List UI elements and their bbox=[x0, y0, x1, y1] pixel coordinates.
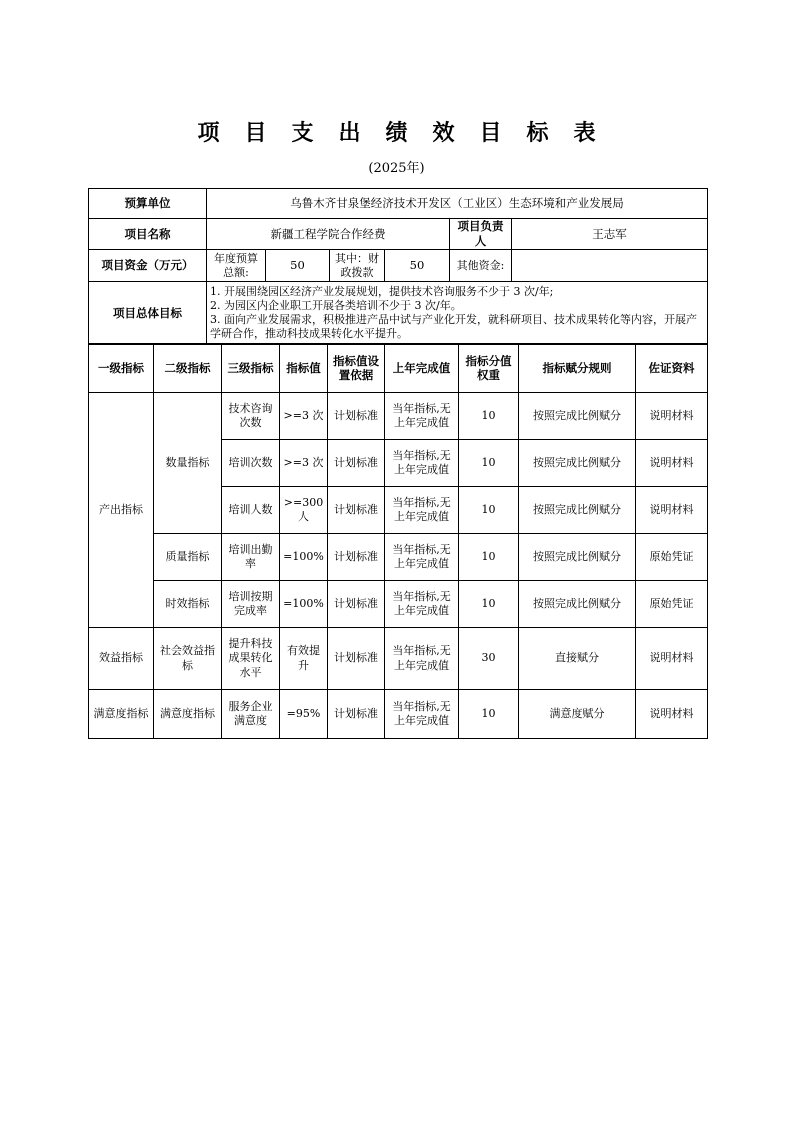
fiscal-funds-label: 其中：财政拨款 bbox=[330, 250, 385, 282]
project-name-value: 新疆工程学院合作经费 bbox=[207, 219, 450, 250]
value-cell: =100% bbox=[280, 581, 328, 628]
level3-cell: 提升科技成果转化水平 bbox=[222, 628, 280, 690]
value-cell: =95% bbox=[280, 690, 328, 739]
rule-cell: 直接赋分 bbox=[519, 628, 636, 690]
weight-cell: 10 bbox=[459, 487, 519, 534]
rule-cell: 按照完成比例赋分 bbox=[519, 487, 636, 534]
prev-value-cell: 当年指标,无上年完成值 bbox=[385, 440, 459, 487]
value-cell: >=300人 bbox=[280, 487, 328, 534]
budget-unit-label: 预算单位 bbox=[89, 189, 207, 219]
header-level1: 一级指标 bbox=[89, 344, 154, 393]
project-lead-value: 王志军 bbox=[512, 219, 708, 250]
rule-cell: 满意度赋分 bbox=[519, 690, 636, 739]
weight-cell: 10 bbox=[459, 440, 519, 487]
level3-cell: 服务企业满意度 bbox=[222, 690, 280, 739]
basis-cell: 计划标准 bbox=[328, 534, 385, 581]
basis-cell: 计划标准 bbox=[328, 581, 385, 628]
header-prev-value: 上年完成值 bbox=[385, 344, 459, 393]
value-cell: >=3 次 bbox=[280, 440, 328, 487]
value-cell: =100% bbox=[280, 534, 328, 581]
goal-line-1: 1. 开展围绕园区经济产业发展规划，提供技术咨询服务不少于 3 次/年; bbox=[210, 285, 554, 298]
evidence-cell: 原始凭证 bbox=[636, 534, 708, 581]
basis-cell: 计划标准 bbox=[328, 690, 385, 739]
level2-satisfaction: 满意度指标 bbox=[154, 690, 222, 739]
header-evidence: 佐证资料 bbox=[636, 344, 708, 393]
rule-cell: 按照完成比例赋分 bbox=[519, 393, 636, 440]
basis-cell: 计划标准 bbox=[328, 393, 385, 440]
rule-cell: 按照完成比例赋分 bbox=[519, 534, 636, 581]
indicator-header-row bbox=[89, 344, 708, 393]
level1-satisfaction: 满意度指标 bbox=[89, 690, 154, 739]
level3-cell: 培训出勤率 bbox=[222, 534, 280, 581]
level2-social: 社会效益指标 bbox=[154, 628, 222, 690]
annual-budget-value: 50 bbox=[266, 250, 330, 282]
header-weight: 指标分值权重 bbox=[459, 344, 519, 393]
weight-cell: 10 bbox=[459, 534, 519, 581]
table-row bbox=[89, 534, 708, 581]
prev-value-cell: 当年指标,无上年完成值 bbox=[385, 628, 459, 690]
basis-cell: 计划标准 bbox=[328, 628, 385, 690]
project-goal-row bbox=[89, 282, 708, 345]
evidence-cell: 说明材料 bbox=[636, 690, 708, 739]
table-row bbox=[89, 581, 708, 628]
project-name-label: 项目名称 bbox=[89, 219, 207, 250]
prev-value-cell: 当年指标,无上年完成值 bbox=[385, 690, 459, 739]
value-cell: >=3 次 bbox=[280, 393, 328, 440]
rule-cell: 按照完成比例赋分 bbox=[519, 581, 636, 628]
level2-quantity: 数量指标 bbox=[154, 393, 222, 534]
header-level3: 三级指标 bbox=[222, 344, 280, 393]
header-value: 指标值 bbox=[280, 344, 328, 393]
project-funds-label: 项目资金（万元） bbox=[89, 250, 207, 282]
weight-cell: 30 bbox=[459, 628, 519, 690]
level3-cell: 培训人数 bbox=[222, 487, 280, 534]
project-goal-label: 项目总体目标 bbox=[89, 282, 207, 345]
weight-cell: 10 bbox=[459, 393, 519, 440]
evidence-cell: 说明材料 bbox=[636, 628, 708, 690]
header-level2: 二级指标 bbox=[154, 344, 222, 393]
weight-cell: 10 bbox=[459, 581, 519, 628]
evidence-cell: 说明材料 bbox=[636, 440, 708, 487]
annual-budget-label: 年度预算总额: bbox=[207, 250, 266, 282]
level2-timeliness: 时效指标 bbox=[154, 581, 222, 628]
table-row bbox=[89, 628, 708, 690]
basis-cell: 计划标准 bbox=[328, 440, 385, 487]
header-basis: 指标值设置依据 bbox=[328, 344, 385, 393]
fiscal-funds-value: 50 bbox=[385, 250, 450, 282]
evidence-cell: 说明材料 bbox=[636, 393, 708, 440]
level1-output: 产出指标 bbox=[89, 393, 154, 628]
level1-benefit: 效益指标 bbox=[89, 628, 154, 690]
goal-line-2: 2. 为园区内企业职工开展各类培训不少于 3 次/年。 bbox=[210, 299, 462, 312]
prev-value-cell: 当年指标,无上年完成值 bbox=[385, 393, 459, 440]
prev-value-cell: 当年指标,无上年完成值 bbox=[385, 487, 459, 534]
level3-cell: 技术咨询次数 bbox=[222, 393, 280, 440]
other-funds-value bbox=[512, 250, 708, 282]
evidence-cell: 原始凭证 bbox=[636, 581, 708, 628]
evidence-cell: 说明材料 bbox=[636, 487, 708, 534]
budget-unit-value: 乌鲁木齐甘泉堡经济技术开发区（工业区）生态环境和产业发展局 bbox=[207, 189, 708, 219]
project-goal-text bbox=[207, 282, 708, 345]
level3-cell: 培训次数 bbox=[222, 440, 280, 487]
basis-cell: 计划标准 bbox=[328, 487, 385, 534]
project-name-row bbox=[89, 219, 708, 250]
goal-line-3: 3. 面向产业发展需求，积极推进产品中试与产业化开发，就科研项目、技术成果转化等内容，开展产学研合作，推动科技成果转化水平提升。 bbox=[210, 313, 697, 340]
table-row bbox=[89, 690, 708, 739]
table-row bbox=[89, 393, 708, 440]
weight-cell: 10 bbox=[459, 690, 519, 739]
prev-value-cell: 当年指标,无上年完成值 bbox=[385, 581, 459, 628]
project-lead-label: 项目负责人 bbox=[450, 219, 512, 250]
level2-quality: 质量指标 bbox=[154, 534, 222, 581]
level3-cell: 培训按期完成率 bbox=[222, 581, 280, 628]
page-title: 项目支出绩效目标表 bbox=[197, 120, 621, 146]
indicator-table bbox=[88, 343, 708, 739]
other-funds-label: 其他资金: bbox=[450, 250, 512, 282]
project-funds-row bbox=[89, 250, 708, 282]
budget-unit-row bbox=[89, 189, 708, 219]
header-rule: 指标赋分规则 bbox=[519, 344, 636, 393]
prev-value-cell: 当年指标,无上年完成值 bbox=[385, 534, 459, 581]
rule-cell: 按照完成比例赋分 bbox=[519, 440, 636, 487]
project-info-table bbox=[88, 188, 708, 345]
year-label: (2025年) bbox=[368, 161, 425, 176]
value-cell: 有效提升 bbox=[280, 628, 328, 690]
